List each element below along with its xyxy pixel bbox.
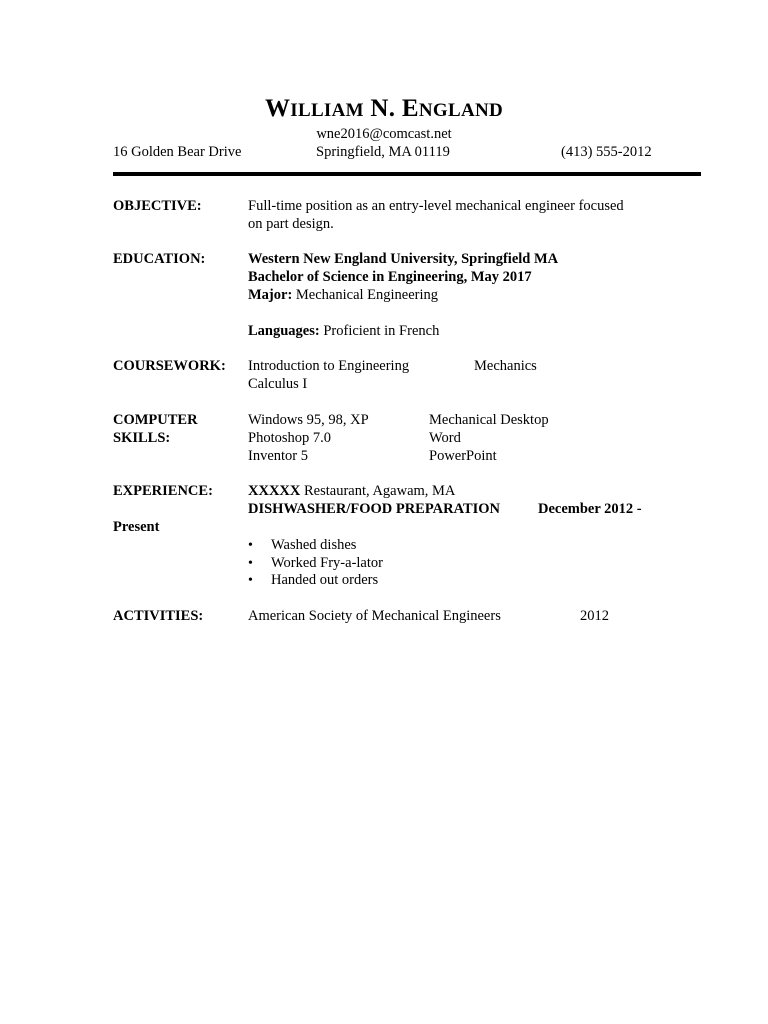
skills-label-line-1: COMPUTER — [113, 412, 198, 428]
duties-list — [248, 537, 383, 590]
skill-item: Mechanical Desktop — [429, 412, 549, 428]
objective-label: OBJECTIVE: — [113, 198, 202, 214]
experience-dates-continued: Present — [113, 519, 160, 535]
list-item: • Worked Fry-a-lator — [248, 554, 383, 571]
city-address: Springfield, MA 01119 — [316, 144, 450, 160]
education-label: EDUCATION: — [113, 251, 206, 267]
course-item: Mechanics — [474, 358, 537, 374]
education-degree: Bachelor of Science in Engineering, May 2017 — [248, 269, 532, 285]
bullet-icon: • — [248, 555, 253, 571]
experience-employer: XXXXX Restaurant, Agawam, MA — [248, 483, 456, 499]
list-item: • Washed dishes — [248, 537, 357, 553]
skill-item: Photoshop 7.0 — [248, 430, 331, 446]
objective-line-1: Full-time position as an entry-level mechanical engineer focused — [248, 198, 624, 214]
skills-label-line-2: SKILLS: — [113, 430, 171, 446]
experience-label: EXPERIENCE: — [113, 483, 213, 499]
phone-number: (413) 555-2012 — [561, 144, 652, 160]
coursework-label: COURSEWORK: — [113, 358, 226, 374]
header-divider — [113, 172, 701, 176]
resume-name: WILLIAM N. ENGLAND — [264, 95, 504, 122]
objective-line-2: on part design. — [248, 216, 334, 232]
activity-year: 2012 — [580, 608, 609, 624]
skill-item: Word — [429, 430, 461, 446]
activity-item: American Society of Mechanical Engineers — [248, 608, 501, 624]
education-school: Western New England University, Springfield MA — [248, 251, 559, 267]
list-item: • Handed out orders — [248, 572, 379, 588]
activities-label: ACTIVITIES: — [113, 608, 204, 624]
course-item: Calculus I — [248, 376, 308, 392]
skill-item: PowerPoint — [429, 448, 497, 464]
experience-title: DISHWASHER/FOOD PREPARATION — [248, 501, 501, 517]
bullet-icon: • — [248, 538, 253, 553]
education-major: Major: Mechanical Engineering — [248, 287, 439, 303]
experience-dates: December 2012 - — [538, 501, 642, 517]
skill-item: Inventor 5 — [248, 448, 308, 464]
education-languages: Languages: Proficient in French — [248, 323, 440, 339]
email-text: wne2016@comcast.net — [316, 126, 452, 142]
course-item: Introduction to Engineering — [248, 358, 410, 374]
skill-item: Windows 95, 98, XP — [248, 412, 369, 428]
street-address: 16 Golden Bear Drive — [113, 144, 242, 160]
bullet-icon: • — [248, 573, 253, 588]
